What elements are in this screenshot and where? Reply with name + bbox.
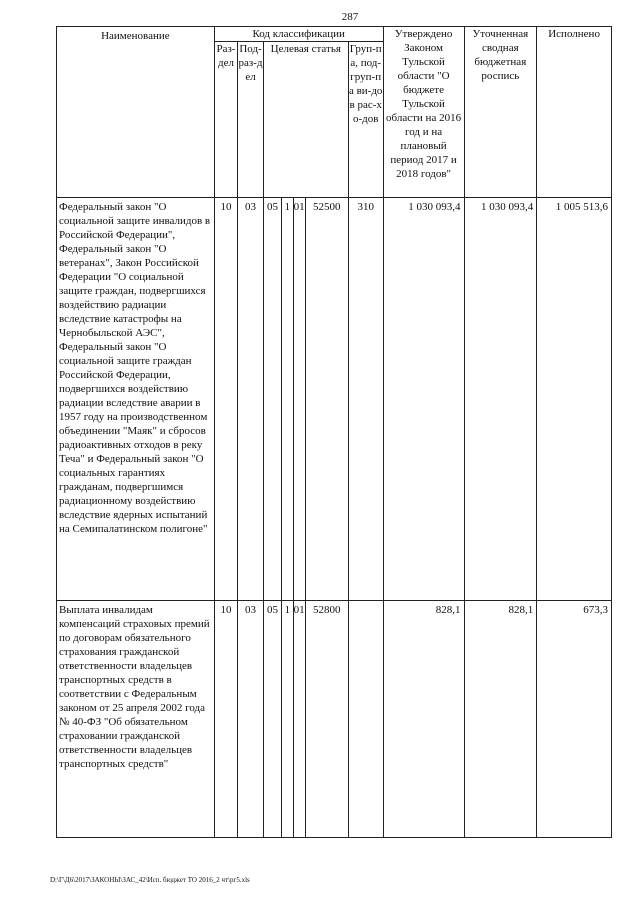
header-code-group: Код классификации bbox=[214, 27, 383, 42]
row-target-1: 05 bbox=[263, 601, 281, 838]
row-expense-group bbox=[348, 601, 383, 838]
row-target-4: 52500 bbox=[305, 198, 348, 601]
row-section: 10 bbox=[214, 601, 238, 838]
row-updated: 828,1 bbox=[464, 601, 537, 838]
footer-file-path: D:\Г\Д6\2017\ЗАКОНЫ\ЗАС_42\Исп. бюджет ТО 2016_2 чт\рг5.xls bbox=[50, 876, 250, 884]
header-approved: Утверждено Законом Тульской области "О бюджете Тульской области на 2016 год и на плановый период 2017 и 2018 годов" bbox=[383, 27, 464, 198]
table-row bbox=[57, 198, 612, 601]
row-subsection: 03 bbox=[238, 198, 264, 601]
row-expense-group: 310 bbox=[348, 198, 383, 601]
budget-table bbox=[56, 26, 612, 838]
header-subsection: Под-раз-дел bbox=[238, 42, 264, 198]
row-target-3: 01 bbox=[293, 198, 305, 601]
header-name: Наименование bbox=[57, 27, 215, 198]
row-updated: 1 030 093,4 bbox=[464, 198, 537, 601]
row-approved: 1 030 093,4 bbox=[383, 198, 464, 601]
header-expense-group: Груп-па, под-груп-па ви-дов рас-хо-дов bbox=[348, 42, 383, 198]
row-target-1: 05 bbox=[263, 198, 281, 601]
header-target-article: Целевая статья bbox=[263, 42, 348, 198]
header-row-1 bbox=[57, 27, 612, 42]
row-target-3: 01 bbox=[293, 601, 305, 838]
header-updated: Уточненная сводная бюджетная роспись bbox=[464, 27, 537, 198]
row-name: Федеральный закон "О социальной защите инвалидов в Российской Федерации", Федеральный закон "О ветеранах", Закон Российской Федерации "О социальной защите граждан, подвергшихся воздействию радиации вследствие катастрофы на Чернобыльской АЭС", Федеральный закон "О социальной защите граждан Российской Федерации, подвергшихся воздействию радиации вследствие аварии в 1957 году на производственном объединении "Маяк" и сбросов радиоактивных отходов в реку Теча" и Федеральный закон "О социальных гарантиях гражданам, подвергшимся радиационному воздействию вследствие ядерных испытаний на Семипалатинском полигоне" bbox=[57, 198, 215, 601]
row-executed: 1 005 513,6 bbox=[537, 198, 612, 601]
row-target-4: 52800 bbox=[305, 601, 348, 838]
header-section: Раз-дел bbox=[214, 42, 238, 198]
row-executed: 673,3 bbox=[537, 601, 612, 838]
header-executed: Исполнено bbox=[537, 27, 612, 198]
table-row bbox=[57, 601, 612, 838]
page-number: 287 bbox=[341, 11, 359, 23]
row-subsection: 03 bbox=[238, 601, 264, 838]
row-target-2: 1 bbox=[282, 601, 293, 838]
row-approved: 828,1 bbox=[383, 601, 464, 838]
row-section: 10 bbox=[214, 198, 238, 601]
row-name: Выплата инвалидам компенсаций страховых премий по договорам обязательного страхования гражданской ответственности владельцев транспортных средств в соответствии с Федеральным законом от 25 апреля 2002 года № 40-ФЗ "Об обязательном страховании гражданской ответственности владельцев транспортных средств" bbox=[57, 601, 215, 838]
row-target-2: 1 bbox=[282, 198, 293, 601]
